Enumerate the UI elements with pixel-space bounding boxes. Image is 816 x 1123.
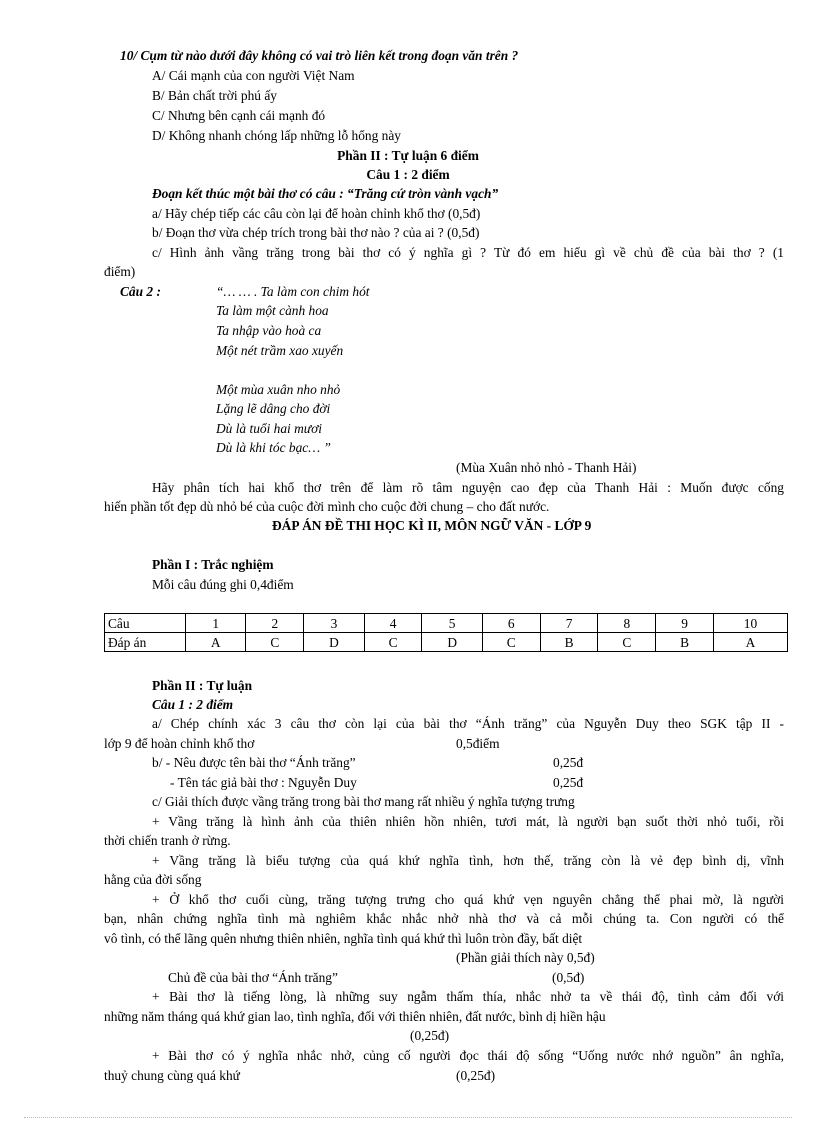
table-cell: C — [482, 633, 540, 652]
part2-title: Phần II : Tự luận 6 điểm — [337, 148, 479, 163]
answer-table — [104, 613, 788, 652]
answer-p3-score: (Phần giải thích này 0,5đ) — [456, 950, 595, 965]
answer-t2-line2: thuỷ chung cùng quá khứ — [104, 1068, 240, 1083]
answer-theme-score: (0,5đ) — [552, 970, 585, 985]
answer-t2-score: (0,25đ) — [456, 1068, 496, 1083]
q10-option-b: B/ Bản chất trời phú ấy — [152, 88, 277, 103]
page-bottom-divider — [24, 1117, 792, 1118]
answer-t1-score: (0,25đ) — [410, 1028, 450, 1043]
poem-line-6: Lặng lẽ dâng cho đời — [216, 401, 331, 416]
table-cell: 1 — [186, 614, 246, 633]
table-cell: 6 — [482, 614, 540, 633]
q10-question: 10/ Cụm từ nào dưới đây không có vai trò liên kết trong đoạn văn trên ? — [120, 48, 519, 63]
poem-line-3: Ta nhập vào hoà ca — [216, 323, 322, 338]
answer-t1-line2: những năm tháng quá khứ gian lao, tình nghĩa, đối với thiên nhiên, đất nước, bình dị hiền hậu — [104, 1009, 606, 1024]
answer-b-line1: b/ - Nêu được tên bài thơ “Ánh trăng” — [152, 755, 356, 770]
answer-p3-line1: + Ở khổ thơ cuối cùng, trăng tượng trưng cho quá khứ vẹn nguyên chẳng thể phai mờ, là người — [152, 892, 784, 907]
answer-p2-line1: + Vầng trăng là biểu tượng của quá khứ nghĩa tình, hơn thế, trăng còn là vẻ đẹp bình dị, vĩnh — [152, 853, 784, 868]
part2-cau1-prompt: Đoạn kết thúc một bài thơ có câu : “Trăng cứ tròn vành vạch” — [152, 186, 499, 201]
answer-b-line2: - Tên tác giả bài thơ : Nguyễn Duy — [170, 775, 357, 790]
answer-part1-title: Phần I : Trắc nghiệm — [152, 557, 274, 572]
poem-line-5: Một mùa xuân nho nhỏ — [216, 382, 341, 397]
table-cell: 3 — [304, 614, 364, 633]
table-cell: C — [364, 633, 422, 652]
table-label-cau: Câu — [105, 614, 186, 633]
answer-t1-line1: + Bài thơ là tiếng lòng, là những suy ngẫm thấm thía, nhắc nhở ta về thái độ, tình cảm đối với — [152, 989, 784, 1004]
poem-line-7: Dù là tuổi hai mươi — [216, 421, 322, 436]
table-cell: 10 — [714, 614, 788, 633]
answer-a-line1: a/ Chép chính xác 3 câu thơ còn lại của bài thơ “Ánh trăng” của Nguyễn Duy theo SGK tập II - — [152, 716, 784, 731]
table-cell: 7 — [540, 614, 598, 633]
table-cell: 4 — [364, 614, 422, 633]
table-cell: 8 — [598, 614, 656, 633]
answer-cau1-title: Câu 1 : 2 điểm — [152, 697, 234, 712]
answer-b-score1: 0,25đ — [553, 755, 584, 770]
table-cell: A — [714, 633, 788, 652]
q10-option-a: A/ Cái mạnh của con người Việt Nam — [152, 68, 355, 83]
table-cell: C — [246, 633, 304, 652]
poem-line-8: Dù là khi tóc bạc… ” — [216, 440, 331, 455]
answer-table-row-answers — [105, 633, 788, 652]
table-cell: A — [186, 633, 246, 652]
answer-p2-line2: hằng của đời sống — [104, 872, 202, 887]
answer-p1-line1: + Vầng trăng là hình ảnh của thiên nhiên hồn nhiên, tươi mát, là người bạn suốt thời nhỏ tuổi, rồi — [152, 814, 784, 829]
table-cell: D — [304, 633, 364, 652]
q10-option-c: C/ Nhưng bên cạnh cái mạnh đó — [152, 108, 326, 123]
q10-option-d: D/ Không nhanh chóng lấp những lỗ hổng này — [152, 128, 402, 143]
table-cell: 5 — [422, 614, 482, 633]
poem-line-1: “… … . Ta làm con chim hót — [216, 284, 370, 299]
table-cell: 2 — [246, 614, 304, 633]
part2-cau1-c-line1: c/ Hình ảnh vầng trăng trong bài thơ có ý nghĩa gì ? Từ đó em hiểu gì về chủ đề của bài thơ ? (1 — [152, 245, 784, 260]
answer-table-row-numbers — [105, 614, 788, 633]
part2-cau1-a: a/ Hãy chép tiếp các câu còn lại để hoàn chỉnh khổ thơ (0,5đ) — [152, 206, 481, 221]
table-cell: 9 — [656, 614, 714, 633]
answer-b-score2: 0,25đ — [553, 775, 584, 790]
table-cell: C — [598, 633, 656, 652]
answer-p3-line3: vô tình, có thể lãng quên nhưng thiên nhiên, nghĩa tình quá khứ thì luôn tròn đầy, bất diệt — [104, 931, 583, 946]
poem-line-4: Một nét trầm xao xuyến — [216, 343, 344, 358]
table-cell: B — [656, 633, 714, 652]
answer-part1-note: Mỗi câu đúng ghi 0,4điểm — [152, 577, 294, 592]
answer-t2-line1: + Bài thơ có ý nghĩa nhắc nhở, củng cố người đọc thái độ sống “Uống nước nhớ nguồn” ân nghĩa, — [152, 1048, 784, 1063]
table-cell: B — [540, 633, 598, 652]
answer-theme-line: Chủ đề của bài thơ “Ánh trăng” — [168, 970, 338, 985]
answer-a-score: 0,5điểm — [456, 736, 500, 751]
table-label-dap-an: Đáp án — [105, 633, 186, 652]
cau2-task-line1: Hãy phân tích hai khổ thơ trên để làm rõ tâm nguyện cao đẹp của Thanh Hải : Muốn được cống — [152, 480, 784, 495]
poem-source: (Mùa Xuân nhỏ nhỏ - Thanh Hải) — [456, 460, 637, 475]
poem-line-2: Ta làm một cành hoa — [216, 303, 329, 318]
part2-cau1-c-line2: điểm) — [104, 264, 136, 279]
part2-cau1-title: Câu 1 : 2 điểm — [366, 167, 450, 182]
cau2-task-line2: hiến phần tốt đẹp dù nhỏ bé của cuộc đời mình cho cuộc đời chung – cho đất nước. — [104, 499, 550, 514]
answer-part2-title: Phần II : Tự luận — [152, 678, 253, 693]
table-cell: D — [422, 633, 482, 652]
answer-c-line: c/ Giải thích được vầng trăng trong bài thơ mang rất nhiều ý nghĩa tượng trưng — [152, 794, 575, 809]
answer-a-line2: lớp 9 để hoàn chỉnh khổ thơ — [104, 736, 255, 751]
answer-p1-line2: thời chiến tranh ở rừng. — [104, 833, 231, 848]
answer-p3-line2: bạn, nhân chứng nghĩa tình mà nghiêm khắc nhắc nhở nhà thơ và cả mỗi chúng ta. Con người có thể — [104, 911, 784, 926]
part2-cau2-label: Câu 2 : — [120, 284, 161, 299]
part2-cau1-b: b/ Đoạn thơ vừa chép trích trong bài thơ nào ? của ai ? (0,5đ) — [152, 225, 480, 240]
answer-key-title: ĐÁP ÁN ĐỀ THI HỌC KÌ II, MÔN NGỮ VĂN - LỚP 9 — [272, 518, 592, 533]
